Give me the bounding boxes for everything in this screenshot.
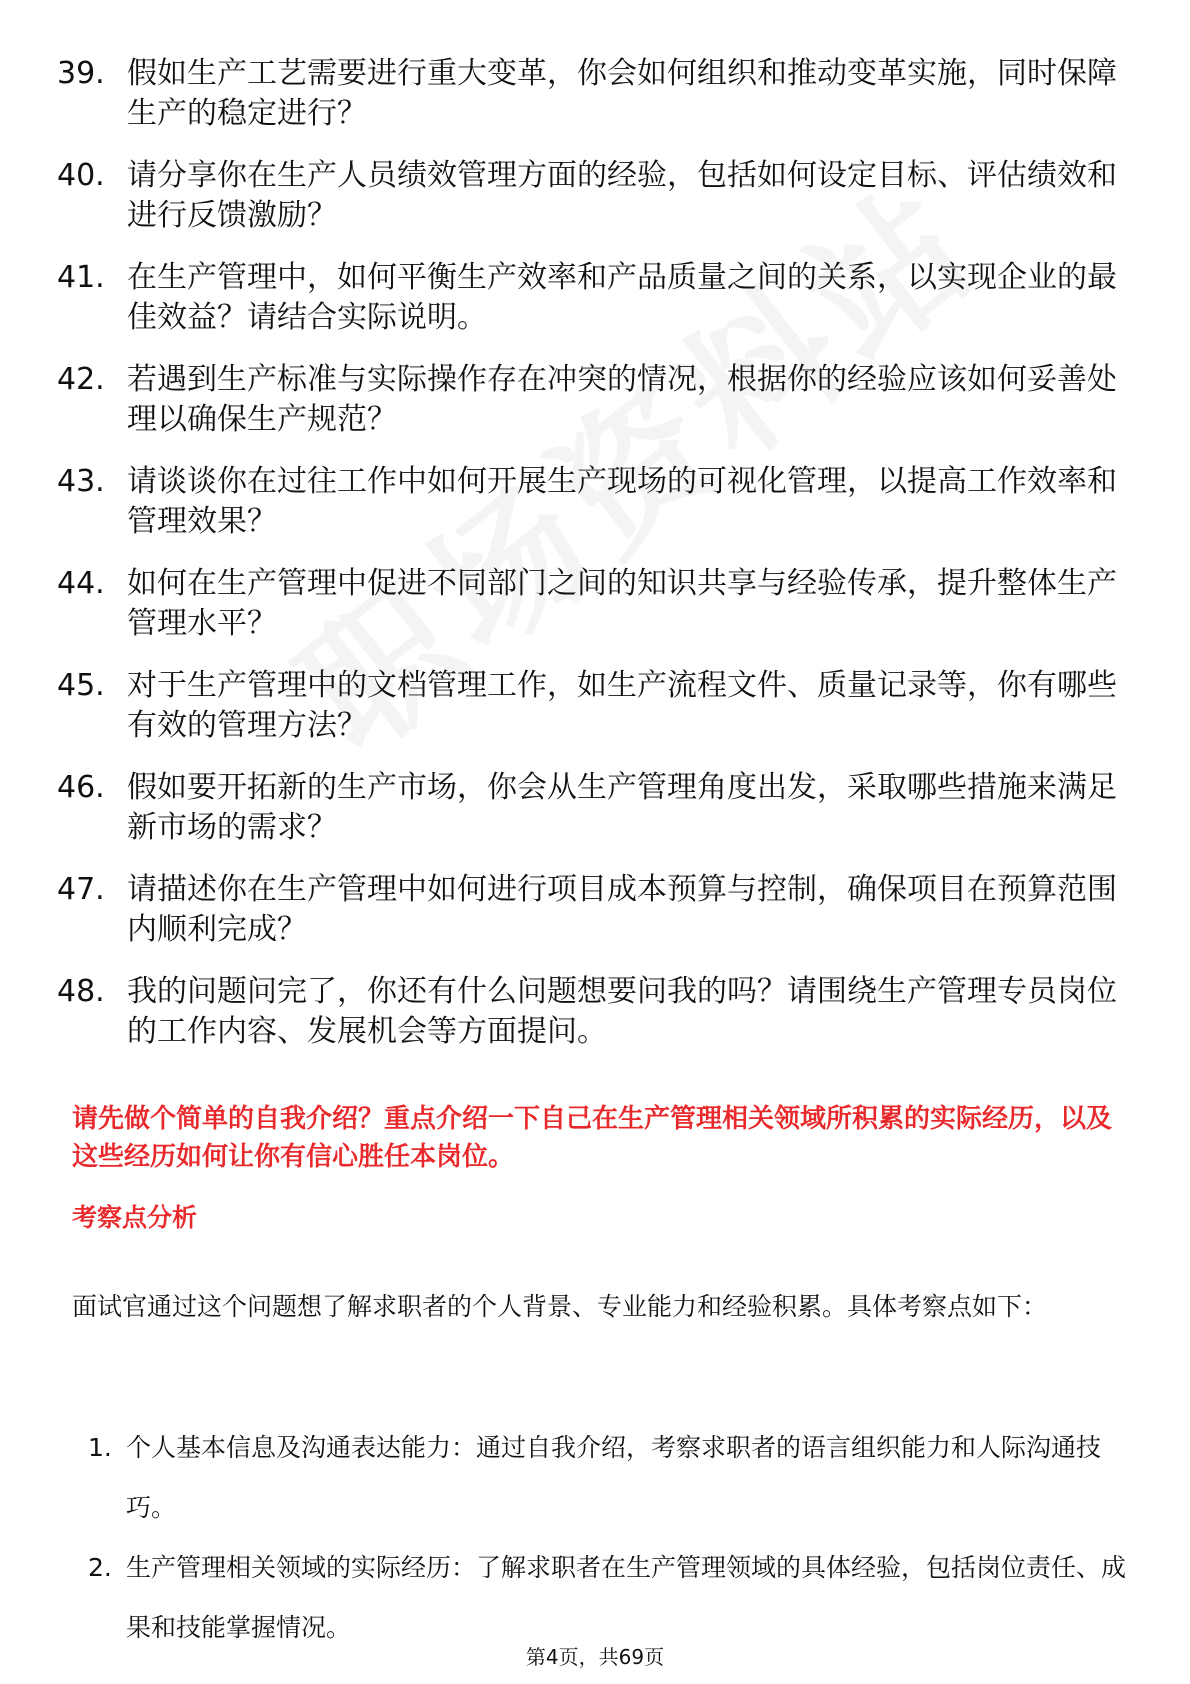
- question-text: 对于生产管理中的文档管理工作，如生产流程文件、质量记录等，你有哪些有效的管理方法？: [127, 668, 1117, 743]
- question-item: [57, 360, 1137, 440]
- assessment-point-list: [88, 1418, 1138, 1658]
- question-number: 41.: [57, 260, 105, 295]
- point-number: 1.: [88, 1433, 112, 1462]
- question-text: 假如生产工艺需要进行重大变革，你会如何组织和推动变革实施，同时保障生产的稳定进行？: [127, 56, 1117, 131]
- question-item: [57, 462, 1137, 542]
- page-footer: 第4页，共69页: [525, 1645, 665, 1669]
- question-item: [57, 258, 1137, 338]
- question-text: 请谈谈你在过往工作中如何开展生产现场的可视化管理，以提高工作效率和管理效果？: [127, 464, 1117, 539]
- question-number: 40.: [57, 158, 105, 193]
- section-title: 考察点分析: [72, 1203, 198, 1232]
- question-text: 若遇到生产标准与实际操作存在冲突的情况，根据你的经验应该如何妥善处理以确保生产规范？: [127, 362, 1117, 437]
- question-text: 假如要开拓新的生产市场，你会从生产管理角度出发，采取哪些措施来满足新市场的需求？: [127, 770, 1117, 845]
- question-text: 在生产管理中，如何平衡生产效率和产品质量之间的关系，以实现企业的最佳效益？请结合实际说明。: [127, 260, 1117, 335]
- question-text: 我的问题问完了，你还有什么问题想要问我的吗？请围绕生产管理专员岗位的工作内容、发展机会等方面提问。: [127, 974, 1117, 1049]
- question-number: 48.: [57, 974, 105, 1009]
- question-item: [57, 768, 1137, 848]
- question-text: 如何在生产管理中促进不同部门之间的知识共享与经验传承，提升整体生产管理水平？: [127, 566, 1117, 641]
- question-number: 42.: [57, 362, 105, 397]
- question-number: 43.: [57, 464, 105, 499]
- question-list: [57, 54, 1137, 1074]
- question-text: 请分享你在生产人员绩效管理方面的经验，包括如何设定目标、评估绩效和进行反馈激励？: [127, 158, 1117, 233]
- question-item: [57, 564, 1137, 644]
- question-item: [57, 156, 1137, 236]
- assessment-point: [88, 1538, 1138, 1658]
- question-number: 39.: [57, 56, 105, 91]
- question-number: 45.: [57, 668, 105, 703]
- point-text: 生产管理相关领域的实际经历：了解求职者在生产管理领域的具体经验，包括岗位责任、成果和技能掌握情况。: [126, 1553, 1127, 1642]
- highlighted-question: 请先做个简单的自我介绍？重点介绍一下自己在生产管理相关领域所积累的实际经历，以及这些经历如何让你有信心胜任本岗位。: [72, 1104, 1113, 1172]
- point-number: 2.: [88, 1553, 112, 1582]
- question-number: 46.: [57, 770, 105, 805]
- assessment-point: [88, 1418, 1138, 1538]
- question-text: 请描述你在生产管理中如何进行项目成本预算与控制，确保项目在预算范围内顺利完成？: [127, 872, 1117, 947]
- question-item: [57, 54, 1137, 134]
- question-item: [57, 972, 1137, 1052]
- question-item: [57, 870, 1137, 950]
- question-item: [57, 666, 1137, 746]
- point-text: 个人基本信息及沟通表达能力：通过自我介绍，考察求职者的语言组织能力和人际沟通技巧。: [126, 1433, 1102, 1522]
- intro-paragraph: 面试官通过这个问题想了解求职者的个人背景、专业能力和经验积累。具体考察点如下：: [72, 1292, 1048, 1321]
- question-number: 47.: [57, 872, 105, 907]
- question-number: 44.: [57, 566, 105, 601]
